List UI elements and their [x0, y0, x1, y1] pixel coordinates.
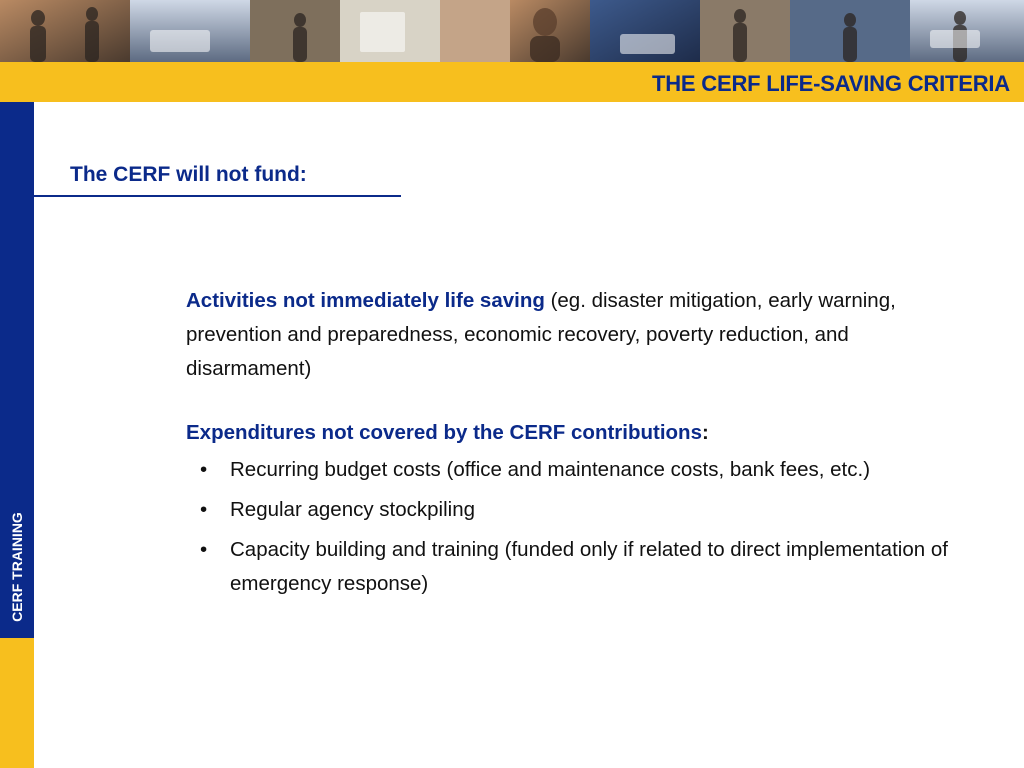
bullet-glyph: • — [200, 538, 208, 561]
title-bar — [0, 62, 1024, 102]
expenditures-block — [186, 416, 976, 601]
section-heading: The CERF will not fund: — [70, 163, 307, 186]
list-item-text: Recurring budget costs (office and maintenance costs, bank fees, etc.) — [230, 458, 871, 481]
expenditures-lead: Expenditures not covered by the CERF contributions — [186, 421, 702, 444]
expenditures-colon: : — [701, 421, 709, 444]
slide-title: THE CERF LIFE-SAVING CRITERIA — [651, 71, 1010, 96]
activities-lead: Activities not immediately life saving — [186, 289, 545, 312]
side-label: CERF TRAINING — [9, 512, 25, 622]
list-item — [186, 493, 976, 527]
bullet-glyph: • — [200, 498, 208, 521]
photo-banner — [0, 0, 1024, 62]
list-item — [186, 453, 976, 487]
side-bar — [0, 102, 34, 768]
slide-content — [186, 284, 976, 607]
heading-underline — [34, 195, 401, 197]
list-item — [186, 533, 976, 601]
photo-collage-image — [0, 0, 1024, 62]
list-item-text: Regular agency stockpiling — [230, 498, 475, 521]
expenditures-heading — [186, 416, 976, 450]
list-item-text: Capacity building and training (funded only if related to direct implementation of emergency response) — [230, 538, 948, 595]
expenditures-list — [186, 453, 976, 601]
activities-detail: (eg. disaster mitigation, early warning, prevention and preparedness, economic recovery, poverty reduction, and disarmament) — [186, 289, 896, 380]
activities-paragraph — [186, 284, 976, 386]
bullet-glyph: • — [200, 458, 208, 481]
